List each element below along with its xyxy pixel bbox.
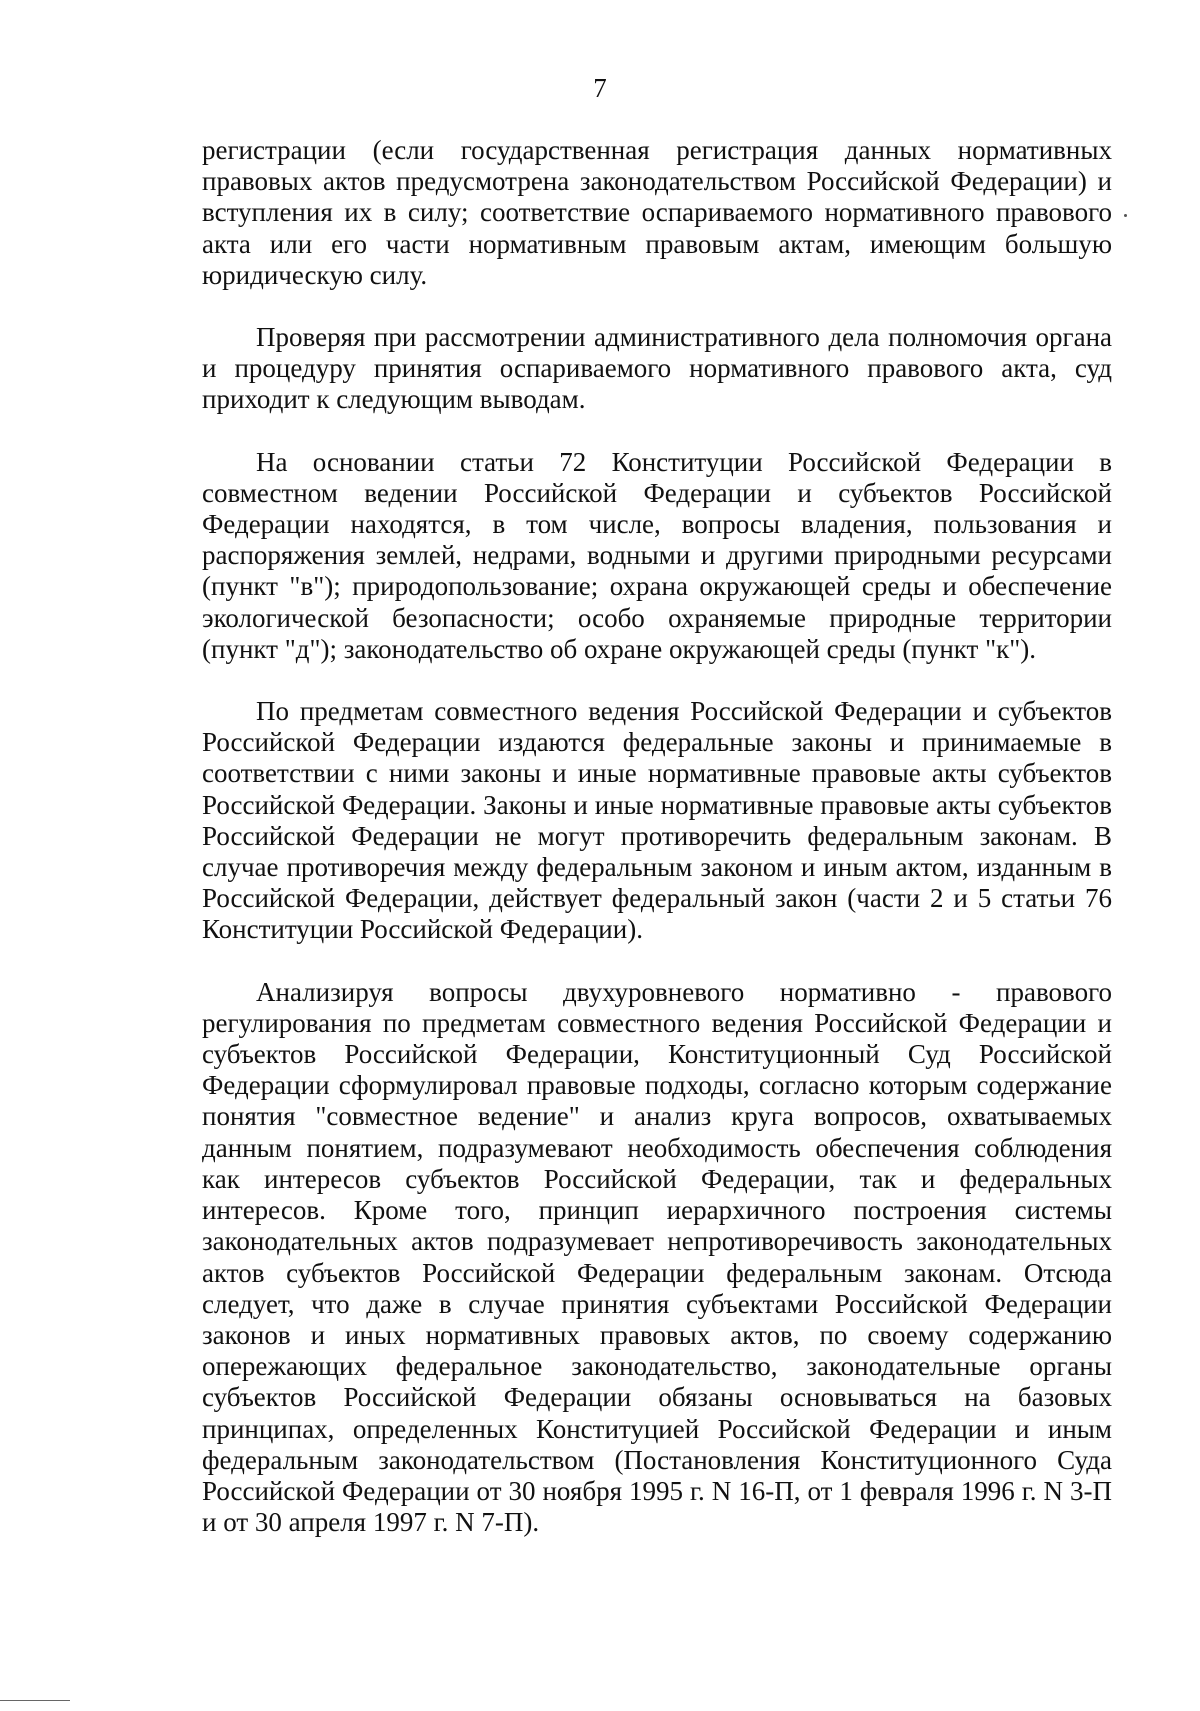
paragraph-gap	[202, 946, 1112, 977]
scan-bottom-edge	[0, 1700, 70, 1701]
paragraph-court-conclusions: Проверяя при рассмотрении административного дела полномочия органа и процедуру принятия оспариваемого нормативного правового акта, суд приходит к следующим выводам.	[202, 322, 1112, 415]
paragraph-joint-jurisdiction: По предметам совместного ведения Российской Федерации и субъектов Российской Федерации издаются федеральные законы и принимаемые в соответствии с ними законы и иные нормативные правовые акты субъектов Российской Федерации. Законы и иные нормативные правовые акты субъектов Российской Федерации не могут противоречить федеральным законам. В случае противоречия между федеральным законом и иным актом, изданным в Российской Федерации, действует федеральный закон (части 2 и 5 статьи 76 Конституции Российской Федерации).	[202, 696, 1112, 945]
paragraph-gap	[202, 291, 1112, 322]
paragraph-constitutional-court: Анализируя вопросы двухуровневого нормативно - правового регулирования по предметам совместного ведения Российской Федерации и субъектов Российской Федерации, Конституционный Суд Российской Федерации сформулировал правовые подходы, согласно которым содержание понятия "совместное ведение" и анализ круга вопросов, охватываемых данным понятием, подразумевают необходимость обеспечения соблюдения как интересов субъектов Российской Федерации, так и федеральных интересов. Кроме того, принцип иерархичного построения системы законодательных актов подразумевает непротиворечивость законодательных актов субъектов Российской Федерации федеральным законам. Отсюда следует, что даже в случае принятия субъектами Российской Федерации законов и иных нормативных правовых актов, по своему содержанию опережающих федеральное законодательство, законодательные органы субъектов Российской Федерации обязаны основываться на базовых принципах, определенных Конституцией Российской Федерации и иным федеральным законодательством (Постановления Конституционного Суда Российской Федерации от 30 ноября 1995 г. N 16-П, от 1 февраля 1996 г. N 3-П и от 30 апреля 1997 г. N 7-П).	[202, 976, 1112, 1538]
page-number: 7	[593, 73, 607, 103]
document-body	[202, 135, 1112, 1538]
paragraph-article-72: На основании статьи 72 Конституции Российской Федерации в совместном ведении Российской Федерации и субъектов Российской Федерации находятся, в том числе, вопросы владения, пользования и распоряжения землей, недрами, водными и другими природными ресурсами (пункт "в"); природопользование; охрана окружающей среды и обеспечение экологической безопасности; особо охраняемые природные территории (пункт "д"); законодательство об охране окружающей среды (пункт "к").	[202, 446, 1112, 664]
scan-margin-mark	[1124, 214, 1127, 217]
paragraph-gap	[202, 665, 1112, 696]
paragraph-continued-registration: регистрации (если государственная регистрация данных нормативных правовых актов предусмотрена законодательством Российской Федерации) и вступления их в силу; соответствие оспариваемого нормативного правового акта или его части нормативным правовым актам, имеющим большую юридическую силу.	[202, 135, 1112, 290]
paragraph-gap	[202, 416, 1112, 447]
